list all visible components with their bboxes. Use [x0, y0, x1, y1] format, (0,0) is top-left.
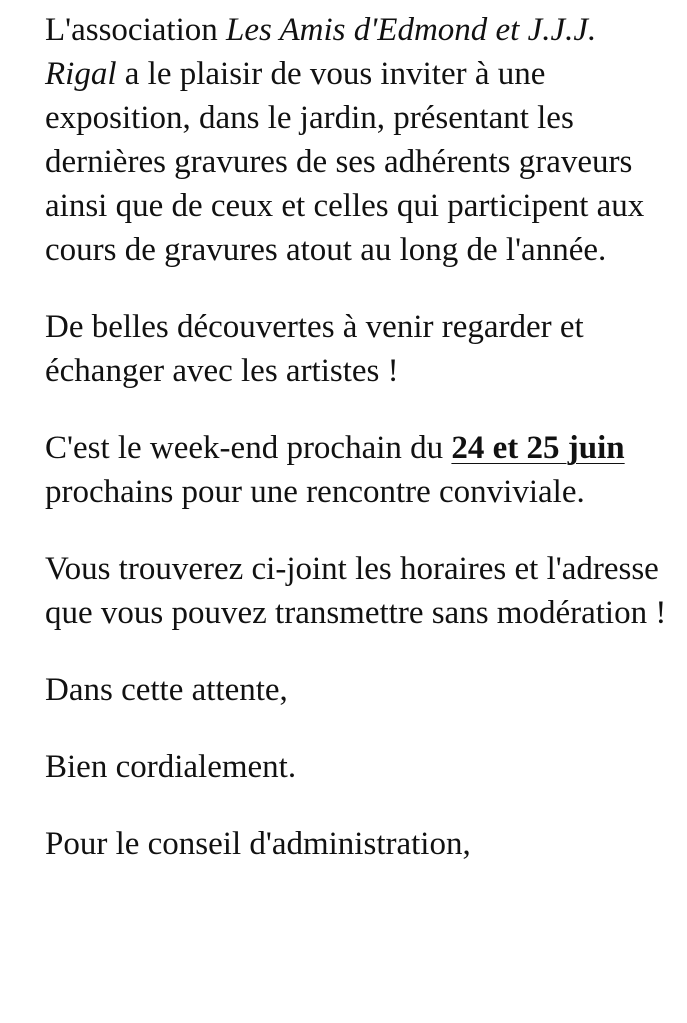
paragraph-signature: Pour le conseil d'administration,	[45, 826, 471, 862]
paragraph-attachment: Vous trouverez ci-joint les horaires et l'adresse que vous pouvez transmettre sans modération !	[45, 551, 667, 631]
event-date: 24 et 25 juin	[451, 430, 625, 466]
association-name: Les Amis d'Edmond et J.J.J. Rigal	[45, 12, 597, 92]
paragraph-invitation	[45, 8, 670, 272]
paragraph-date	[45, 426, 670, 514]
date-outro-text: prochains pour une rencontre conviviale.	[45, 474, 585, 510]
paragraph-discoveries: De belles découvertes à venir regarder et échanger avec les artistes !	[45, 309, 584, 389]
letter-body	[45, 8, 670, 899]
date-intro-text: C'est le week-end prochain du	[45, 430, 452, 466]
invitation-body-text: a le plaisir de vous inviter à une exposition, dans le jardin, présentant les dernières gravures de ses adhérents graveurs ainsi que de ceux et celles qui participent aux cours de gravures atout au long de l'année.	[45, 56, 645, 268]
invitation-intro-text: L'association	[45, 12, 226, 48]
paragraph-closing: Dans cette attente,	[45, 672, 288, 708]
paragraph-regards: Bien cordialement.	[45, 749, 297, 785]
